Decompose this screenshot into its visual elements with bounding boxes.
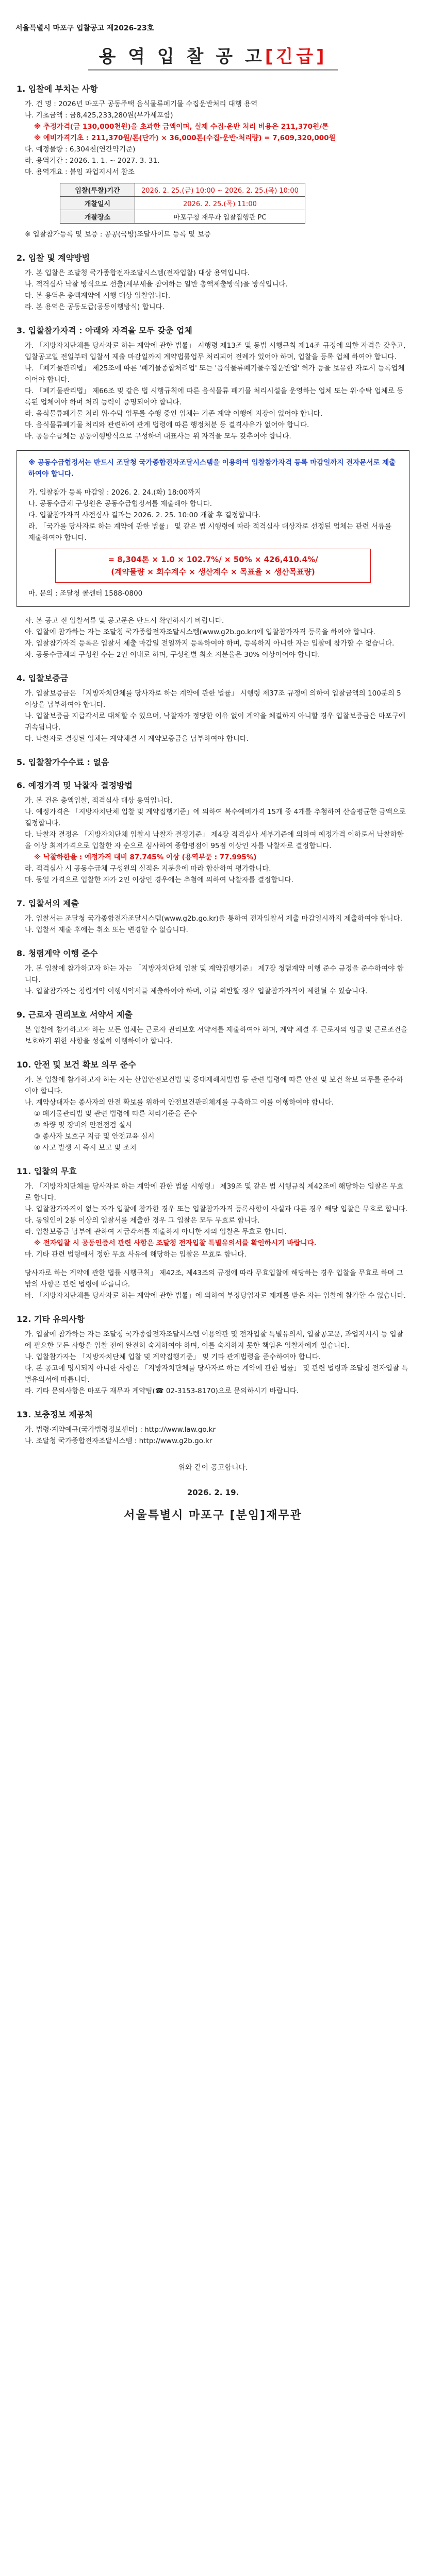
s6-item: 마. 동일 가격으로 입찰한 자가 2인 이상인 경우에는 추첨에 의하여 낙찰자를 결정합니다. xyxy=(25,876,293,884)
consortium-notice-box xyxy=(17,450,409,607)
s3-item: 바. 공동수급체는 공동이행방식으로 구성하며 대표사는 위 자격을 모두 갖추어야 합니다. xyxy=(25,432,291,440)
s1-item: 나. 기초금액 : 금8,425,233,280원(부가세포함) xyxy=(25,111,173,120)
section-9-heading: 9. 근로자 권리보호 서약서 제출 xyxy=(17,1010,133,1020)
s13-item: 가. 법령·계약예규(국가법령정보센터) : http://www.law.go.kr xyxy=(25,1426,216,1434)
s3-item: 마. 음식물류폐기물 처리와 관련하여 관계 법령에 따른 행정처분 등 결격사유가 없어야 합니다. xyxy=(25,421,309,429)
s1-item: 다. 예정물량 : 6,304천(연간약기준) xyxy=(25,145,136,154)
section-8-heading: 8. 청렴계약 이행 준수 xyxy=(17,948,98,958)
s6-item: 다. 낙찰자 결정은 「지방자치단체 입찰시 낙찰자 결정기준」 제4장 적격심사 세부기준에 의하여 예정가격 이하로서 낙찰하한율 이상 최저가격으로 입찰한 자 순으로 심사하여 종합평점이 95점 이상인 자를 낙찰자로 결정합니다. xyxy=(25,831,404,850)
s1-item: 마. 용역개요 : 붙임 과업지시서 참조 xyxy=(25,168,135,176)
notice-item: 다. 입찰참가자격 사전심사 결과는 2026. 2. 25. 10:00 개찰 후 결정합니다. xyxy=(28,511,261,519)
schedule-cell: 2026. 2. 25.(금) 10:00 ~ 2026. 2. 25.(목) 10:00 xyxy=(135,183,305,197)
s6-item: 나. 예정가격은 「지방자치단체 입찰 및 계약집행기준」에 의하여 복수예비가격 15개 중 4개를 추첨하여 산술평균한 금액으로 결정합니다. xyxy=(25,808,406,827)
section-10-heading: 10. 안전 및 보건 확보 의무 준수 xyxy=(17,1060,136,1070)
s10-small-item: ④ 사고 발생 시 즉시 보고 및 조치 xyxy=(34,1144,137,1152)
notice-item: 가. 입찰참가 등록 마감일 : 2026. 2. 24.(화) 18:00까지 xyxy=(28,488,202,497)
notice-item: 마. 문의 : 조달청 콜센터 1588-0800 xyxy=(28,589,143,598)
s2-item: 다. 본 용역은 총액계약에 시행 대상 입찰입니다. xyxy=(25,292,171,300)
page-title xyxy=(88,42,337,71)
notice-number: 서울특별시 마포구 입찰공고 제2026-23호 xyxy=(15,24,154,32)
section-7-heading: 7. 입찰서의 제출 xyxy=(17,899,79,908)
s2-item: 라. 본 용역은 공동도급(공동이행방식) 합니다. xyxy=(25,303,165,311)
s3-more-item: 자. 입찰참가자격 등록은 입찰서 제출 마감일 전일까지 등록하여야 하며, 등록하지 아니한 자는 입찰에 참가할 수 없습니다. xyxy=(25,639,395,648)
s6-item: 가. 본 건은 총액입찰, 적격심사 대상 용역입니다. xyxy=(25,796,173,805)
s1-item: 라. 용역기간 : 2026. 1. 1. ~ 2027. 3. 31. xyxy=(25,157,160,165)
schedule-head: 개찰일시 xyxy=(60,197,135,210)
schedule-head: 입찰(투찰)기간 xyxy=(60,183,135,197)
section-5-heading: 5. 입찰참가수수료 : 없음 xyxy=(17,757,109,767)
s13-item: 나. 조달청 국가종합전자조달시스템 : http://www.g2b.go.kr xyxy=(25,1437,212,1445)
s12-item: 라. 기타 문의사항은 마포구 재무과 계약팀(☎ 02-3153-8170)으로 문의하시기 바랍니다. xyxy=(25,1387,299,1395)
title-block xyxy=(13,42,413,71)
s10-small-item: ③ 종사자 보호구 지급 및 안전교육 실시 xyxy=(34,1132,155,1141)
schedule-cell: 2026. 2. 25.(목) 11:00 xyxy=(135,197,305,210)
section-4-heading: 4. 입찰보증금 xyxy=(17,673,69,683)
s8-item: 나. 입찰참가자는 청렴계약 이행서약서를 제출하여야 하며, 이를 위반할 경우 입찰참가자격이 제한될 수 있습니다. xyxy=(25,987,368,995)
section-13-heading: 13. 보충정보 제공처 xyxy=(17,1410,93,1419)
s10-item: 가. 본 입찰에 참가하고자 하는 자는 산업안전보건법 및 중대재해처벌법 등 관련 법령에 따른 안전 및 보건 확보 의무를 준수하여야 합니다. xyxy=(25,1076,403,1095)
section-3-heading: 3. 입찰참가자격 : 아래와 자격을 모두 갖춘 업체 xyxy=(17,326,192,335)
section-2-heading: 2. 입찰 및 계약방법 xyxy=(17,253,90,263)
issuing-org: 서울특별시 마포구 [분임]재무관 xyxy=(124,1509,302,1522)
s12-item: 가. 입찰에 참가하는 자는 조달청 국가종합전자조달시스템 이용약관 및 전자입찰 특별유의서, 입찰공고문, 과업지시서 등 입찰에 필요한 모든 사항을 입찰 전에 완전히 숙지하여야 하며, 이를 숙지하지 못한 책임은 입찰자에게 있습니다. xyxy=(25,1330,403,1350)
s11-item: 라. 입찰보증금 납부에 관하여 지급각서를 제출하지 아니한 자의 입찰은 무효로 합니다. xyxy=(25,1228,287,1236)
closing-text: 위와 같이 공고합니다. xyxy=(178,1464,248,1472)
s3-more-item: 사. 본 공고 전 입찰서류 및 공고문은 반드시 확인하시기 바랍니다. xyxy=(25,617,224,625)
s3-more-item: 차. 공동수급체의 구성원 수는 2인 이내로 하며, 구성원별 최소 지분율은 30% 이상이어야 합니다. xyxy=(25,651,320,659)
section-1-heading: 1. 입찰에 부치는 사항 xyxy=(17,84,98,94)
s11-item: 다. 동일인이 2통 이상의 입찰서를 제출한 경우 그 입찰은 모두 무효로 합니다. xyxy=(25,1216,260,1225)
s11-item: 나. 입찰참가자격이 없는 자가 입찰에 참가한 경우 또는 입찰참가자격 등록사항이 사실과 다른 경우 해당 입찰은 무효로 합니다. xyxy=(25,1205,408,1213)
s11-item: 가. 「지방자치단체를 당사자로 하는 계약에 관한 법률 시행령」 제39조 및 같은 법 시행규칙 제42조에 해당하는 입찰은 무효로 합니다. xyxy=(25,1182,404,1202)
s11-item: 마. 기타 관련 법령에서 정한 무효 사유에 해당하는 입찰은 무효로 합니다. xyxy=(25,1250,247,1259)
s3-item: 가. 「지방자치단체를 당사자로 하는 계약에 관한 법률」 시행령 제13조 및 동법 시행규칙 제14조 규정에 의한 자격을 갖추고, 입찰공고일 전일부터 입찰서 제출 마감일까지 계약법률업무 처리되어 전례가 있어야 하며, 입찰을 등록 업체 하여야 합니다. xyxy=(25,342,406,361)
notice-item: 나. 공동수급체 구성원은 공동수급협정서를 제출해야 합니다. xyxy=(28,500,212,508)
s1-note: ※ 입찰참가등록 및 보증 : 공공(국방)조달사이트 등록 및 보증 xyxy=(25,230,211,239)
s4-item: 다. 낙찰자로 결정된 업체는 계약체결 시 계약보증금을 납부하여야 합니다. xyxy=(25,735,249,743)
notice-date: 2026. 2. 19. xyxy=(187,1488,239,1497)
notice-item: 라. 「국가를 당사자로 하는 계약에 관한 법률」 및 같은 법 시행령에 따라 적격심사 대상자로 선정된 업체는 관련 서류를 제출하여야 합니다. xyxy=(28,522,392,542)
schedule-table xyxy=(60,183,305,224)
s10-item: 나. 계약상대자는 종사자의 안전 확보를 위하여 안전보건관리체계를 구축하고 이를 이행하여야 합니다. xyxy=(25,1098,334,1107)
title-urgent-tag: [긴급] xyxy=(265,46,327,67)
formula-line: (계약물량 × 회수계수 × 생산계수 × 목표율 × 생산목표량) xyxy=(111,567,315,577)
s9-item: 본 입찰에 참가하고자 하는 모든 업체는 근로자 권리보호 서약서를 제출하여야 하며, 계약 체결 후 근로자의 임금 및 근로조건을 보호하기 위한 사항을 성실히 이행하여야 합니다. xyxy=(25,1026,408,1045)
s7-item: 가. 입찰서는 조달청 국가종합전자조달시스템(www.g2b.go.kr)을 통하여 전자입찰서 제출 마감일시까지 제출하여야 합니다. xyxy=(25,914,402,923)
s11-tail: 당사자로 하는 계약에 관한 법률 시행규칙」 제42조, 제43조의 규정에 따라 무효입찰에 해당하는 경우 입찰을 무효로 하며 그 밖의 사항은 관련 법령에 따릅니다. xyxy=(25,1269,403,1289)
schedule-cell: 마포구청 재무과 입찰집행관 PC xyxy=(135,210,305,224)
s7-item: 나. 입찰서 제출 후에는 취소 또는 변경할 수 없습니다. xyxy=(25,926,188,934)
s10-small-item: ② 차량 및 장비의 안전점검 실시 xyxy=(34,1121,133,1129)
section-6-heading: 6. 예정가격 및 낙찰자 결정방법 xyxy=(17,781,133,790)
s12-item: 나. 입찰참가자는 「지방자치단체 입찰 및 계약집행기준」 및 기타 관계법령을 준수하여야 합니다. xyxy=(25,1353,321,1361)
s3-item: 다. 「폐기물관리법」 제66조 및 같은 법 시행규칙에 따른 음식물류 폐기물 처리시설을 운영하는 업체 또는 위·수탁 업체로 등록된 업체여야 하며 처리 능력이 증명되어야 합니다. xyxy=(25,387,404,406)
section-11-heading: 11. 입찰의 무효 xyxy=(17,1166,77,1176)
s3-more-item: 아. 입찰에 참가하는 자는 조달청 국가종합전자조달시스템(www.g2b.go.kr)에 입찰참가자격 등록을 하여야 합니다. xyxy=(25,628,375,636)
s6-item: 라. 적격심사 시 공동수급체 구성원의 실적은 지분율에 따라 합산하여 평가합니다. xyxy=(25,865,271,873)
s11-tail: 바. 「지방자치단체를 당사자로 하는 계약에 관한 법률」에 의하여 부정당업자로 제재를 받은 자는 입찰에 참가할 수 없습니다. xyxy=(25,1292,406,1300)
s2-item: 가. 본 입찰은 조달청 국가종합전자조달시스템(전자입찰) 대상 용역입니다. xyxy=(25,269,250,277)
title-main: 용 역 입 찰 공 고 xyxy=(99,46,265,67)
formula-line: = 8,304톤 × 1.0 × 102.7%/ × 50% × 426,410.4%/ xyxy=(108,555,318,564)
s2-item: 나. 적격심사 낙찰 방식으로 선출(세부세율 참여하는 일반 총액제출방식)을 방식입니다. xyxy=(25,280,288,289)
s4-item: 나. 입찰보증금 지급각서로 대체할 수 있으며, 낙찰자가 정당한 이유 없이 계약을 체결하지 아니할 경우 입찰보증금은 마포구에 귀속됩니다. xyxy=(25,712,406,732)
notice-title: ※ 공동수급협정서는 반드시 조달청 국가종합전자조달시스템을 이용하여 입찰참가자격 등록 마감일까지 전자문서로 제출하여야 합니다. xyxy=(28,459,396,478)
s1-item: 가. 건 명 : 2026년 마포구 공동주택 음식물류폐기물 수집운반처리 대행 용역 xyxy=(25,100,258,108)
s12-item: 다. 본 공고에 명시되지 아니한 사항은 「지방자치단체를 당사자로 하는 계약에 관한 법률」 및 관련 법령과 조달청 전자입찰 특별유의서에 따릅니다. xyxy=(25,1364,408,1384)
s6-red-note: ※ 낙찰하한율 : 예정가격 대비 87.745% 이상 (용역부문 : 77.995%) xyxy=(34,853,257,861)
s3-item: 나. 「폐기물관리법」 제25조에 따른 '폐기물종합처리업' 또는 '음식물류폐기물수집운반업' 허가 등을 보유한 자로서 등록업체이어야 합니다. xyxy=(25,364,405,384)
schedule-head: 개찰장소 xyxy=(60,210,135,224)
s8-item: 가. 본 입찰에 참가하고자 하는 자는 「지방자치단체 입찰 및 계약집행기준」 제7장 청렴계약 이행 준수 규정을 준수하여야 합니다. xyxy=(25,964,404,984)
s1-red-note: ※ 추정가격(금 130,000천원)을 초과한 금액이며, 실제 수집·운반 처리 비용은 211,370원/톤 xyxy=(34,123,329,131)
s10-small-item: ① 폐기물관리법 및 관련 법령에 따른 처리기준을 준수 xyxy=(34,1110,198,1118)
section-12-heading: 12. 기타 유의사항 xyxy=(17,1314,85,1324)
s11-red-note: ※ 전자입찰 시 공동인증서 관련 사항은 조달청 전자입찰 특별유의서를 확인하시기 바랍니다. xyxy=(34,1239,317,1247)
s3-item: 라. 음식물류폐기물 처리 위·수탁 업무를 수행 중인 업체는 기존 계약 이행에 지장이 없어야 합니다. xyxy=(25,410,323,418)
formula-box xyxy=(55,549,371,583)
s1-red-note: ※ 예비가격기초 : 211,370원/톤(단가) × 36,000톤(수집·운반·처리량) = 7,609,320,000원 xyxy=(34,134,336,142)
s4-item: 가. 입찰보증금은 「지방자치단체를 당사자로 하는 계약에 관한 법률」 시행령 제37조 규정에 의하여 입찰금액의 100분의 5 이상을 납부하여야 합니다. xyxy=(25,689,401,709)
